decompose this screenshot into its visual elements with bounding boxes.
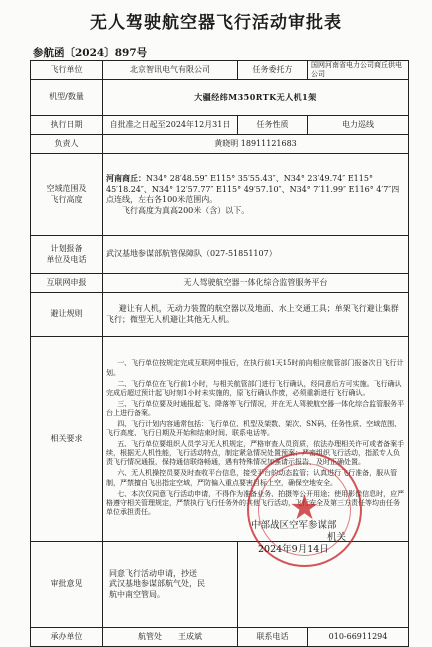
handler-value: 航管处 王成斌 bbox=[103, 628, 238, 647]
opinion-line: 同意飞行活动申请，抄送 bbox=[109, 569, 197, 579]
contact-label: 联系电话 bbox=[238, 628, 308, 647]
plan-value: 武汉基地参谋部航管保障队（027-51851107） bbox=[103, 236, 409, 274]
model-value: 大疆经纬M350RTK无人机1架 bbox=[103, 80, 409, 116]
avoid-value: 避让有人机，无动力装置的航空器以及地面、水上交通工具；单架飞行避让集群飞行；微型无人机避让其他无人机。 bbox=[103, 293, 409, 337]
requirement-item: 一、飞行单位按规定完成互联网申报后，在执行前1天15时前向相应航管部门报备次日飞行计划。 bbox=[106, 359, 404, 377]
delegate-label: 任务委托方 bbox=[238, 61, 308, 80]
date-label: 执行日期 bbox=[31, 116, 103, 135]
net-label: 互联网申报 bbox=[31, 274, 103, 293]
form-title: 无人驾驶航空器飞行活动审批表 bbox=[90, 13, 342, 33]
opinion-line: 航中南空管局。 bbox=[109, 589, 165, 599]
model-label: 机型/数量 bbox=[31, 80, 103, 116]
task-value: 电力巡线 bbox=[308, 116, 409, 135]
net-value: 无人驾驶航空器一体化综合监管服务平台 bbox=[103, 274, 409, 293]
airspace-label bbox=[31, 154, 103, 236]
opinion-line: 武汉基地参谋部航气处，民 bbox=[109, 579, 205, 589]
task-label: 任务性质 bbox=[238, 116, 308, 135]
airspace-value bbox=[103, 154, 409, 236]
date-value: 自批准之日起至2024年12月31日 bbox=[103, 116, 238, 135]
contact-value: 010-66911294 bbox=[308, 628, 409, 647]
requirements-label: 相关要求 bbox=[31, 337, 103, 542]
requirement-item: 二、飞行单位在飞行前1小时，与相关航管部门进行飞行确认，经同意后方可实施。飞行确认完成后超过预计起飞时刻1小时未实施的，原飞行确认作废，必须重新进行飞行确认。 bbox=[106, 379, 402, 397]
avoid-label: 避让规则 bbox=[31, 293, 103, 337]
unit-value: 北京智讯电气有限公司 bbox=[103, 61, 238, 80]
requirement-item: 五、飞行单位要组织人员学习无人机规定，严格审查人员资质，依法办理相关许可或者备案手续，根据无人机性能，飞行活动特点，制定紧急情况处置预案；严密组织飞行活动，指派专人负责飞行情况通报，保持通信联络畅通，遇有特殊情况加强请示报告，及时正确处置。 bbox=[106, 440, 405, 467]
airspace-label-line1: 空域范围及 bbox=[46, 184, 87, 194]
stamp-org-line: 机关 bbox=[251, 532, 347, 543]
requirement-item: 六、无人机操控员要及时查收平台信息，接受平台的动态监管；认真进行飞行准备，服从管制，严禁擅自飞出指定空域，严防偏入重点要害目标上空，确保空地安全。 bbox=[106, 469, 398, 487]
airspace-height: 飞行高度为真高200米（含）以下。 bbox=[122, 205, 250, 215]
requirement-item: 三、飞行单位要及时通报起飞、降落等飞行情况，并在无人驾驶航空器一体化综合监管服务平台上进行备案。 bbox=[106, 399, 405, 417]
requirements-list bbox=[103, 337, 409, 542]
plan-label-line1: 计划报备 bbox=[50, 244, 83, 254]
delegate-value: 国网河南省电力公司商丘供电公司 bbox=[308, 61, 409, 80]
person-value: 黄晓明 18911121683 bbox=[103, 135, 409, 154]
plan-label bbox=[31, 236, 103, 274]
airspace-region: 河南商丘： bbox=[106, 173, 146, 184]
unit-label: 飞行单位 bbox=[31, 61, 103, 80]
person-label: 负责人 bbox=[31, 135, 103, 154]
opinion-text bbox=[103, 542, 238, 628]
document-number: 参航函〔2024〕897号 bbox=[33, 47, 148, 59]
opinion-label: 审批意见 bbox=[31, 542, 103, 628]
airspace-coordinates: N34° 28′48.59″ E115° 35′55.43″、N34° 23′49.74″ E115° 45′18.24″、N34° 12′57.77″ E115° 49′57.10″、N34° 7′11.99″ E116° 4′7″四点连线，左右各100米范围内。 bbox=[106, 174, 400, 205]
plan-label-line2: 单位及电话 bbox=[46, 254, 87, 264]
stamp-org-line: 中部战区空军参谋部 bbox=[251, 520, 337, 531]
approval-form-table bbox=[30, 60, 409, 647]
stamp-date: 2024年9月14日 bbox=[258, 544, 329, 555]
requirement-item: 四、飞行计划内容通常包括：飞行单位、机型及架数、架次、SN码、任务性质、空域范围、飞行高度、飞行日期及开始和结束时间、联系电话等。 bbox=[106, 420, 402, 438]
requirement-item: 七、本次仅同意飞行活动申请，不得作为准备业务、拍摄等公开用途；使用影像信息时，应严格遵守相关管理规定，严禁执行飞行任务外的其他飞行活动，飞行安全及第三方责任等均由任务单位承担责任。 bbox=[106, 489, 405, 516]
seal-star-icon: ★ bbox=[289, 488, 320, 528]
handler-label: 承办单位 bbox=[31, 628, 103, 647]
airspace-label-line2: 飞行高度 bbox=[50, 194, 83, 204]
